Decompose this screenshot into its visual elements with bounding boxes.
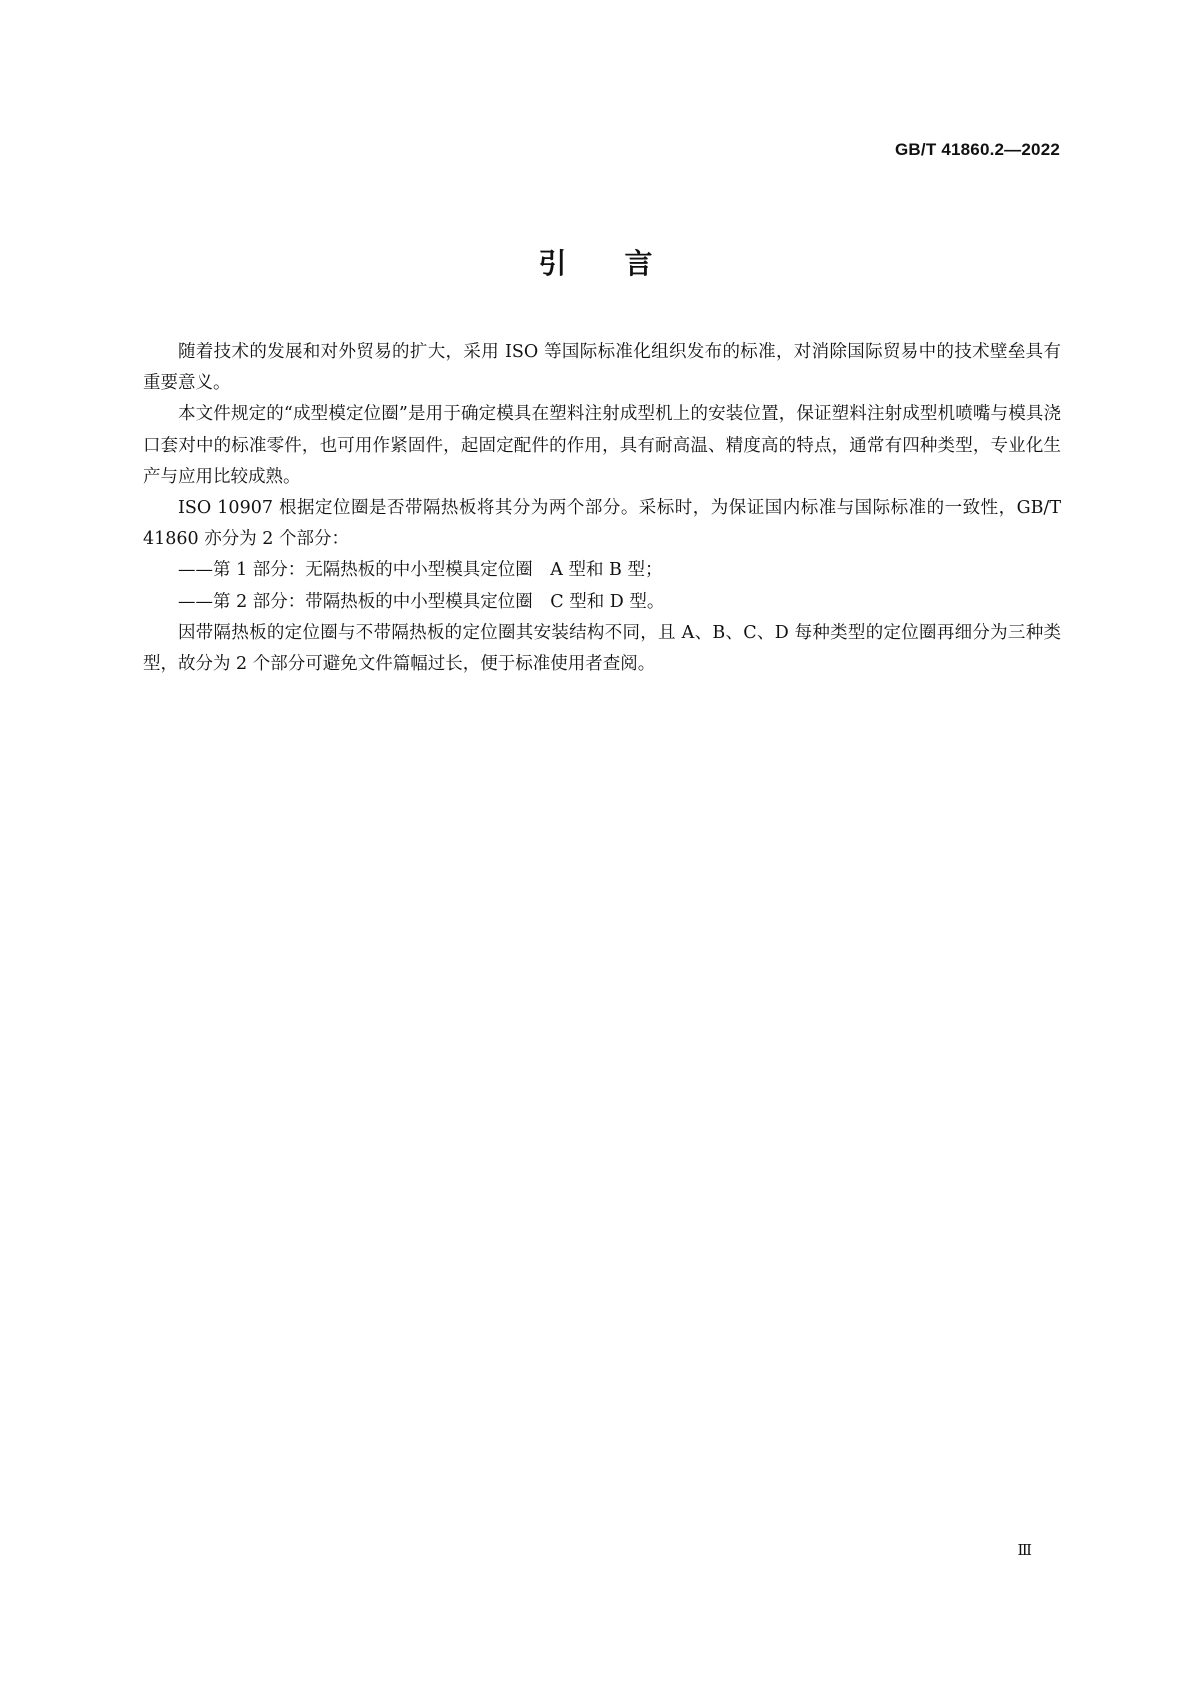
- paragraph-definition: 本文件规定的“成型模定位圈”是用于确定模具在塑料注射成型机上的安装位置，保证塑料注射成型机喷嘴与模具浇口套对中的标准零件，也可用作紧固件，起固定配件的作用，具有耐高温、精度高的特点，通常有四种类型，专业化生产与应用比较成熟。: [143, 404, 1061, 487]
- page-title: 引言: [538, 247, 711, 280]
- document-body: [143, 337, 1061, 680]
- paragraph-structure: ISO 10907 根据定位圈是否带隔热板将其分为两个部分。采标时，为保证国内标准与国际标准的一致性，GB/T 41860 亦分为 2 个部分：: [143, 498, 1061, 550]
- paragraph-rationale: 因带隔热板的定位圈与不带隔热板的定位圈其安装结构不同，且 A、B、C、D 每种类型的定位圈再细分为三种类型，故分为 2 个部分可避免文件篇幅过长，便于标准使用者查阅。: [143, 622, 1061, 675]
- standard-number: GB/T 41860.2—2022: [895, 140, 1060, 159]
- list-item-part-1: ——第 1 部分：无隔热板的中小型模具定位圈 A 型和 B 型；: [178, 560, 663, 581]
- paragraph-intro: 随着技术的发展和对外贸易的扩大，采用 ISO 等国际标准化组织发布的标准，对消除国际贸易中的技术壁垒具有重要意义。: [143, 342, 1061, 394]
- list-item-part-2: ——第 2 部分：带隔热板的中小型模具定位圈 C 型和 D 型。: [178, 591, 665, 612]
- page-number: Ⅲ: [1017, 1541, 1032, 1559]
